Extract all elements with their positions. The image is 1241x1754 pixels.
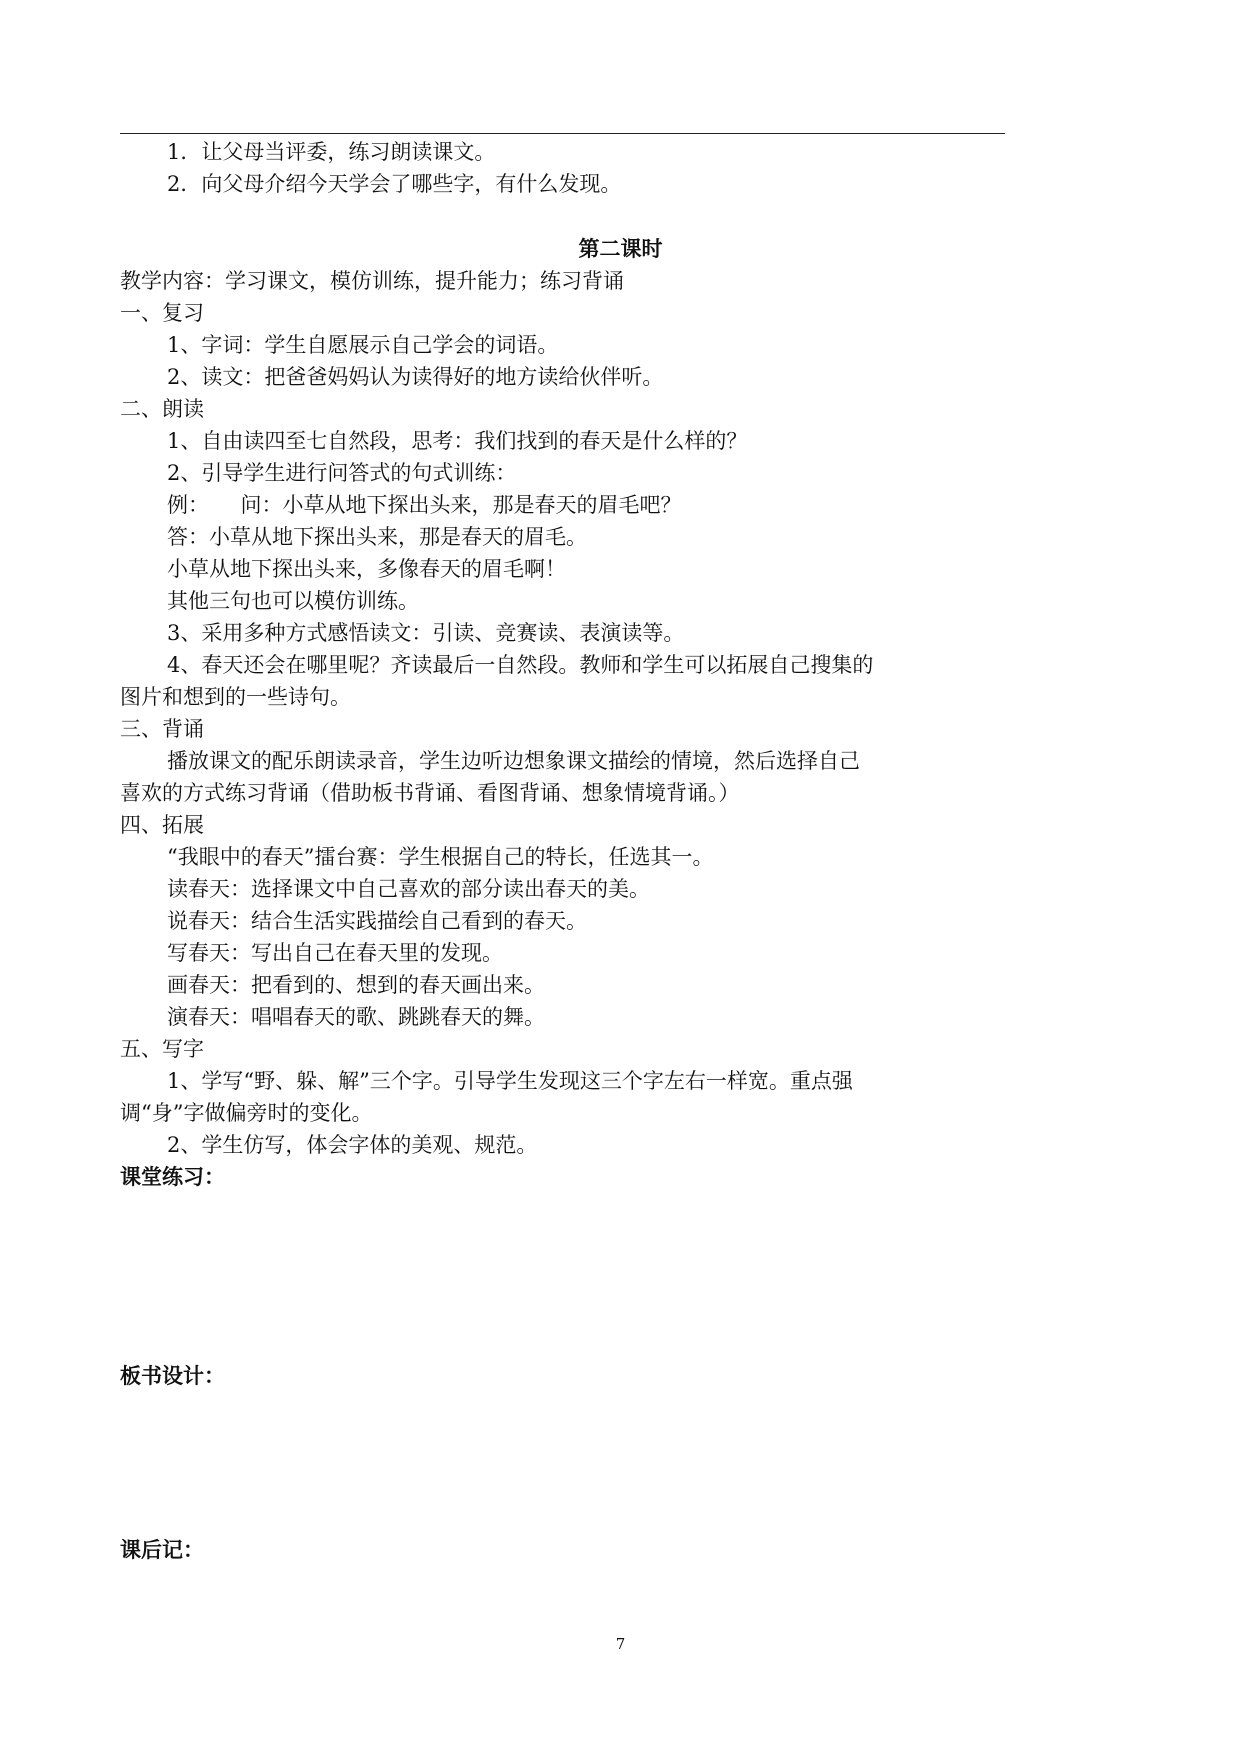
after-class-notes-label: 课后记： — [120, 1538, 204, 1562]
reading-line-4: 答：小草从地下探出头来，那是春天的眉毛。 — [167, 525, 587, 549]
reading-line-2: 2、引导学生进行问答式的句式训练： — [167, 461, 517, 485]
board-design-label: 板书设计： — [120, 1364, 225, 1388]
review-line-1: 1、字词：学生自愿展示自己学会的词语。 — [167, 333, 559, 357]
top-item-2: 2．向父母介绍今天学会了哪些字，有什么发现。 — [167, 172, 622, 196]
section-heading-writing: 五、写字 — [120, 1037, 204, 1061]
top-item-1: 1．让父母当评委，练习朗读课文。 — [167, 140, 496, 164]
extend-line-5: 画春天：把看到的、想到的春天画出来。 — [167, 973, 545, 997]
reading-line-6: 其他三句也可以模仿训练。 — [167, 589, 419, 613]
section-heading-extend: 四、拓展 — [120, 813, 204, 837]
reading-line-8: 4、春天还会在哪里呢？齐读最后一自然段。教师和学生可以拓展自己搜集的 — [167, 653, 874, 677]
recite-line-wrap: 喜欢的方式练习背诵（借助板书背诵、看图背诵、想象情境背诵。） — [120, 781, 740, 805]
reading-line-8-wrap: 图片和想到的一些诗句。 — [120, 685, 351, 709]
practice-label: 课堂练习： — [120, 1165, 225, 1189]
recite-line: 播放课文的配乐朗读录音，学生边听边想象课文描绘的情境，然后选择自己 — [167, 749, 860, 773]
section-heading-review: 一、复习 — [120, 301, 204, 325]
reading-line-7: 3、采用多种方式感悟读文：引读、竞赛读、表演读等。 — [167, 621, 685, 645]
section-heading-recite: 三、背诵 — [120, 717, 204, 741]
extend-line-4: 写春天：写出自己在春天里的发现。 — [167, 941, 503, 965]
extend-line-2: 读春天：选择课文中自己喜欢的部分读出春天的美。 — [167, 877, 650, 901]
writing-line-2: 2、学生仿写，体会字体的美观、规范。 — [167, 1133, 538, 1157]
section-heading-reading: 二、朗读 — [120, 397, 204, 421]
writing-line-1-wrap: 调“身”字做偏旁时的变化。 — [120, 1101, 373, 1125]
extend-line-1: “我眼中的春天”擂台赛：学生根据自己的特长，任选其一。 — [167, 845, 714, 869]
writing-line-1: 1、学写“野、躲、解”三个字。引导学生发现这三个字左右一样宽。重点强 — [167, 1069, 853, 1093]
reading-line-1: 1、自由读四至七自然段，思考：我们找到的春天是什么样的？ — [167, 429, 748, 453]
header-rule — [120, 133, 1005, 134]
reading-line-3: 例： 问：小草从地下探出头来，那是春天的眉毛吧？ — [167, 493, 682, 517]
lesson-title: 第二课时 — [578, 237, 663, 261]
review-line-2: 2、读文：把爸爸妈妈认为读得好的地方读给伙伴听。 — [167, 365, 664, 389]
extend-line-3: 说春天：结合生活实践描绘自己看到的春天。 — [167, 909, 587, 933]
reading-line-5: 小草从地下探出头来，多像春天的眉毛啊！ — [167, 557, 566, 581]
lesson-content: 教学内容：学习课文，模仿训练，提升能力；练习背诵 — [120, 269, 624, 293]
extend-line-6: 演春天：唱唱春天的歌、跳跳春天的舞。 — [167, 1005, 545, 1029]
page-number: 7 — [615, 1635, 626, 1653]
